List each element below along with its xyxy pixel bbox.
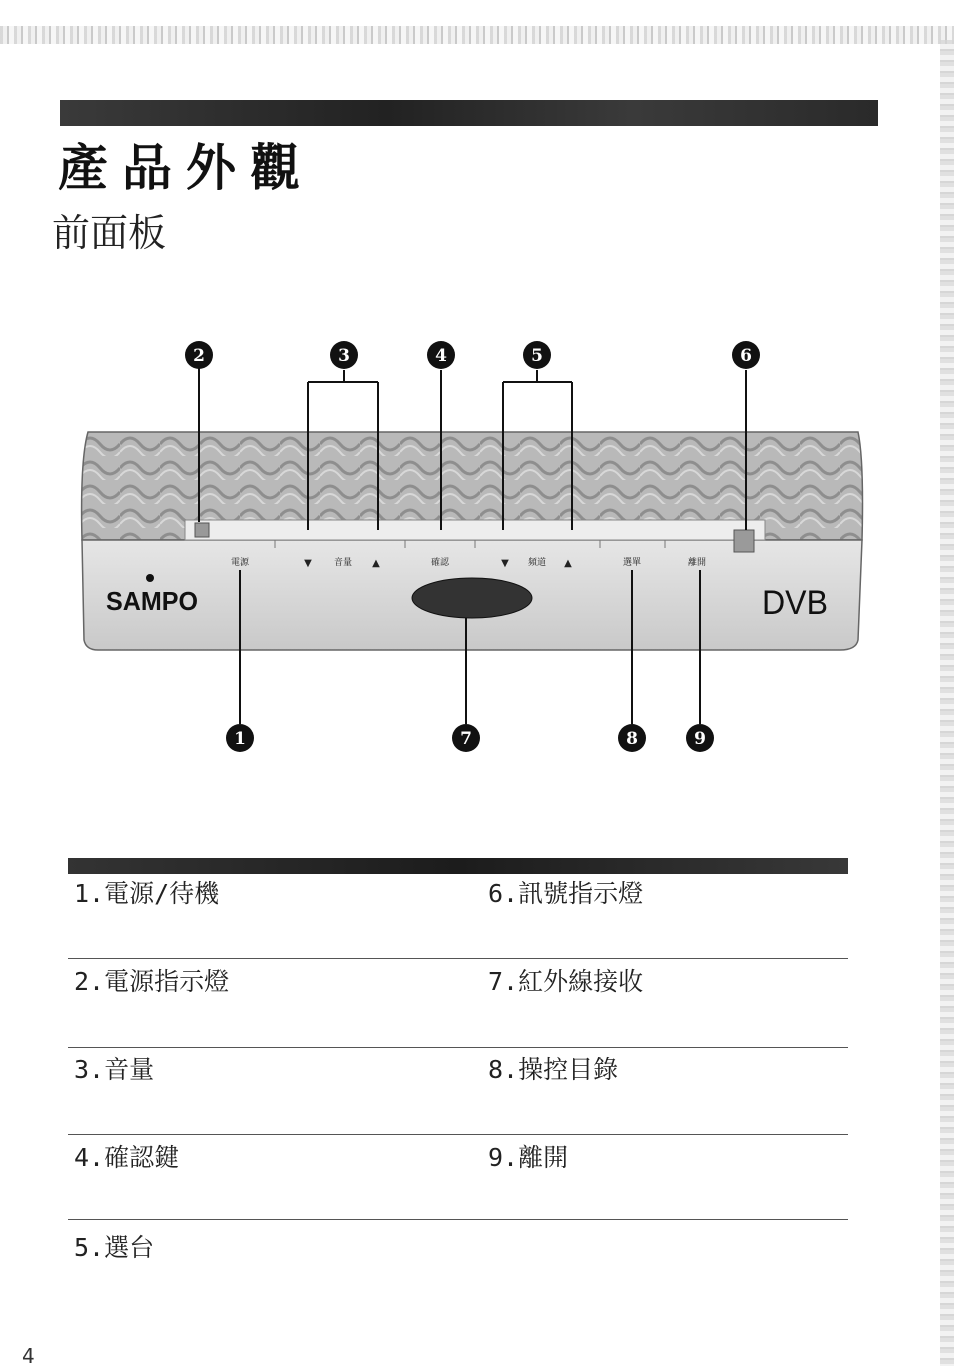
channel-up-arrow: ▲: [564, 558, 572, 569]
ir-receiver-window: [412, 578, 532, 618]
legend-divider: [68, 1134, 848, 1135]
callout-4: [427, 341, 455, 369]
legend-divider: [68, 1047, 848, 1048]
callout-7: [452, 724, 480, 752]
callout-8: [618, 724, 646, 752]
svg-text:4: 4: [435, 346, 447, 366]
svg-text:6: 6: [740, 346, 752, 366]
volume-up-arrow: ▲: [372, 558, 380, 569]
page-subtitle: 前面板: [52, 211, 167, 255]
signal-led: [734, 530, 754, 552]
legend-item-8: 8.操控目錄: [488, 1055, 619, 1084]
legend-divider: [68, 1219, 848, 1220]
front-panel-diagram: [0, 330, 954, 770]
legend-item-4: 4.確認鍵: [74, 1143, 180, 1172]
callout-9: [686, 724, 714, 752]
logo-dot: [146, 574, 154, 582]
legend-item-6: 6.訊號指示燈: [488, 879, 644, 908]
volume-button-label: 音量: [333, 558, 353, 568]
power-button-label: 電源: [230, 558, 250, 568]
legend-item-1: 1.電源/待機: [74, 879, 220, 908]
svg-text:3: 3: [338, 346, 350, 366]
menu-button-label: 選單: [622, 558, 642, 568]
power-led: [195, 523, 209, 537]
svg-text:8: 8: [626, 729, 638, 749]
exit-button-label: 離開: [687, 558, 707, 568]
svg-text:7: 7: [460, 729, 472, 749]
legend-divider: [68, 958, 848, 959]
callout-5: [523, 341, 551, 369]
page-title: 產品外觀: [58, 139, 314, 197]
title-bar: [60, 100, 878, 126]
legend-item-7: 7.紅外線接收: [488, 967, 644, 996]
svg-text:9: 9: [694, 729, 706, 749]
dvb-logo: DVB: [762, 584, 828, 622]
callout-1: [226, 724, 254, 752]
channel-down-arrow: ▼: [501, 558, 509, 569]
callout-2: [185, 341, 213, 369]
sampo-logo: SAMPO: [106, 586, 198, 616]
legend-item-9: 9.離開: [488, 1143, 569, 1172]
confirm-button-label: 確認: [430, 558, 450, 568]
svg-text:2: 2: [193, 346, 205, 366]
svg-text:1: 1: [234, 729, 246, 749]
legend-item-2: 2.電源指示燈: [74, 967, 230, 996]
legend-item-5: 5.選台: [74, 1233, 155, 1262]
channel-button-label: 頻道: [527, 558, 547, 568]
button-strip: [185, 520, 765, 540]
legend-item-3: 3.音量: [74, 1055, 155, 1084]
callout-3: [330, 341, 358, 369]
volume-down-arrow: ▼: [304, 558, 312, 569]
svg-text:5: 5: [531, 346, 543, 366]
legend-header-bar: [68, 858, 848, 874]
scan-noise-top: [0, 26, 954, 44]
callout-6: [732, 341, 760, 369]
page-number: 4: [22, 1344, 35, 1368]
